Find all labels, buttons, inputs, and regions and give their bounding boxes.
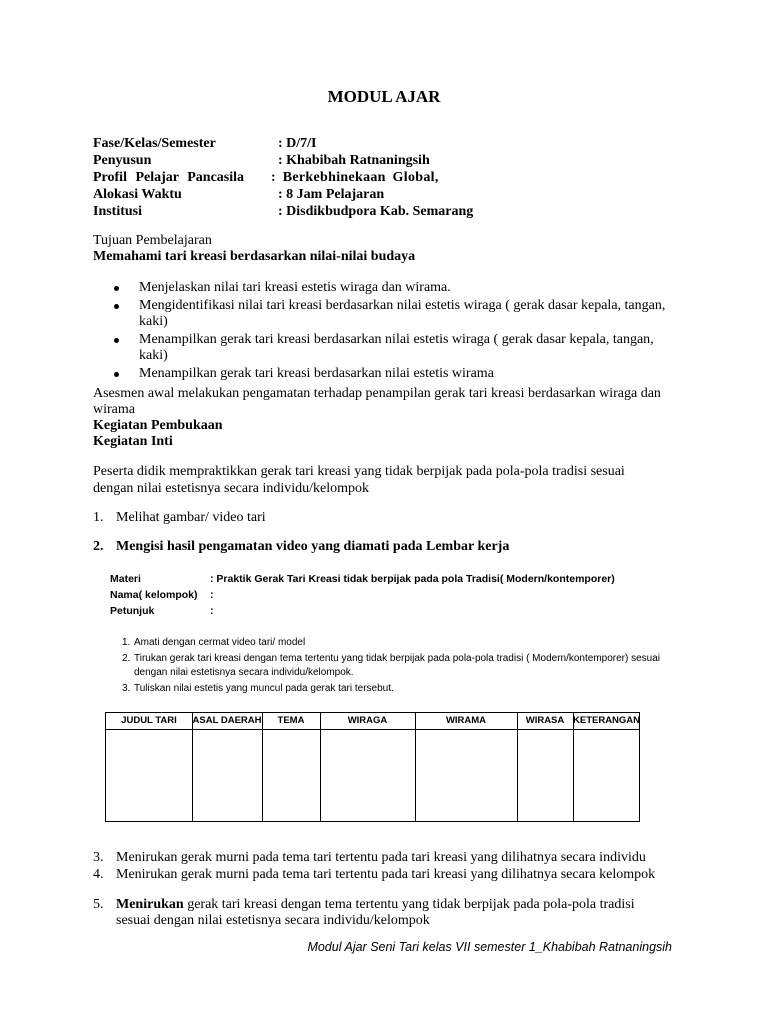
list-item-text: Menampilkan gerak tari kreasi berdasarkan nilai estetis wirama [139,366,494,381]
table-header-cell: WIRASA [525,715,565,726]
observation-table [105,712,640,822]
instruction-text: Tirukan gerak tari kreasi dengan tema tertentu yang tidak berpijak pada pola-pola tradisi ( Modern/kontemporer) sesuai dengan nilai estetisnya secara individu/kelompok. [134,653,661,678]
worksheet-image [105,570,685,830]
step-number: 3. [93,850,104,865]
info-label: Institusi [93,204,143,219]
step-text: Menirukan gerak murni pada tema tari tertentu pada tari kreasi yang dilihatnya secara kelompok [116,867,656,882]
kegiatan-pembukaan-heading: Kegiatan Pembukaan [93,418,223,433]
info-label: Fase/Kelas/Semester [93,136,216,151]
step-number: 4. [93,867,104,882]
worksheet-instruction [122,636,672,650]
step-4 [93,867,683,883]
table-header-cell: WIRAGA [347,715,388,726]
info-value: : Khabibah Ratnaningsih [278,153,430,168]
step-text: Mengisi hasil pengamatan video yang diamati pada Lembar kerja [116,539,510,554]
worksheet-label: Nama( kelompok) [110,589,198,601]
table-header-cell: ASAL DAERAH [192,715,262,726]
step-text: Menirukan gerak murni pada tema tari tertentu pada tari kreasi yang dilihatnya secara individu [116,850,646,865]
table-column-divider [320,713,321,821]
step-1 [93,510,683,526]
table-column-divider [262,713,263,821]
inti-description: Peserta didik mempraktikkan gerak tari kreasi yang tidak berpijak pada pola-pola tradisi sesuai dengan nilai estetisnya secara individu/kelompok [93,464,625,496]
step-text: Melihat gambar/ video tari [116,510,266,525]
table-column-divider [517,713,518,821]
step-number: 2. [93,539,104,554]
table-column-divider [573,713,574,821]
asesmen-text: Asesmen awal melakukan pengamatan terhadap penampilan gerak tari kreasi berdasarkan wiraga dan wirama [93,386,661,417]
worksheet-instruction [122,652,674,680]
instruction-text: Tuliskan nilai estetis yang muncul pada gerak tari tersebut. [134,683,394,694]
tujuan-statement: Memahami tari kreasi berdasarkan nilai-nilai budaya [93,249,416,264]
step-2 [93,539,683,555]
worksheet-label: Petunjuk [110,605,155,617]
info-label: Profil Pelajar Pancasila [93,170,245,185]
list-item [93,366,683,382]
kegiatan-inti-heading: Kegiatan Inti [93,434,173,449]
list-item-text: Menampilkan gerak tari kreasi berdasarkan nilai estetis wiraga ( gerak dasar kepala, tangan, kaki) [139,332,654,363]
instruction-text: Amati dengan cermat video tari/ model [134,637,306,648]
table-column-divider [415,713,416,821]
info-value: : Disdikbudpora Kab. Semarang [278,204,474,219]
info-value: : 8 Jam Pelajaran [278,187,385,202]
step-number: 5. [93,897,104,912]
step-number: 1. [93,510,104,525]
table-header-cell: TEMA [277,715,305,726]
worksheet-value: : Praktik Gerak Tari Kreasi tidak berpijak pada pola Tradisi( Modern/kontemporer) [210,573,615,585]
worksheet-petunjuk [110,604,214,619]
bullet-icon [114,304,119,309]
instruction-number: 1. [122,637,131,648]
page-title: MODUL AJAR [327,87,441,106]
table-header-cell: JUDUL TARI [121,715,177,726]
worksheet-instruction [122,682,672,696]
list-item [93,280,683,296]
step-rest-text: gerak tari kreasi dengan tema tertentu yang tidak berpijak pada pola-pola tradisi sesuai dengan nilai estetisnya secara individu/kelompok [116,897,635,928]
list-item-text: Menjelaskan nilai tari kreasi estetis wiraga dan wirama. [139,280,451,295]
instruction-number: 3. [122,683,131,694]
list-item-text: Mengidentifikasi nilai tari kreasi berdasarkan nilai estetis wiraga ( gerak dasar kepala, tangan, kaki) [139,298,666,329]
info-value: : D/7/I [278,136,317,151]
step-5 [93,897,653,929]
table-column-divider [192,713,193,821]
bullet-icon [114,338,119,343]
worksheet-materi [110,572,615,587]
list-item [93,298,683,330]
info-value: : Berkebhinekaan Global, [271,170,439,185]
tujuan-heading: Tujuan Pembelajaran [93,233,212,248]
instruction-number: 2. [122,653,131,664]
page-footer: Modul Ajar Seni Tari kelas VII semester 1_Khabibah Ratnaningsih [307,940,672,954]
step-text [93,897,653,929]
list-item [93,332,683,364]
tujuan-bullet-list [93,280,683,384]
info-label: Alokasi Waktu [93,187,182,202]
bullet-icon [114,286,119,291]
step-3 [93,850,683,866]
worksheet-value: : [210,605,214,617]
worksheet-value: : [210,589,214,601]
worksheet-label: Materi [110,573,141,585]
table-header-cell: KETERANGAN [573,715,641,726]
info-label: Penyusun [93,153,152,168]
bullet-icon [114,372,119,377]
step-bold-text: Menirukan [116,897,184,912]
worksheet-nama [110,588,214,603]
table-header-cell: WIRAMA [445,715,487,726]
